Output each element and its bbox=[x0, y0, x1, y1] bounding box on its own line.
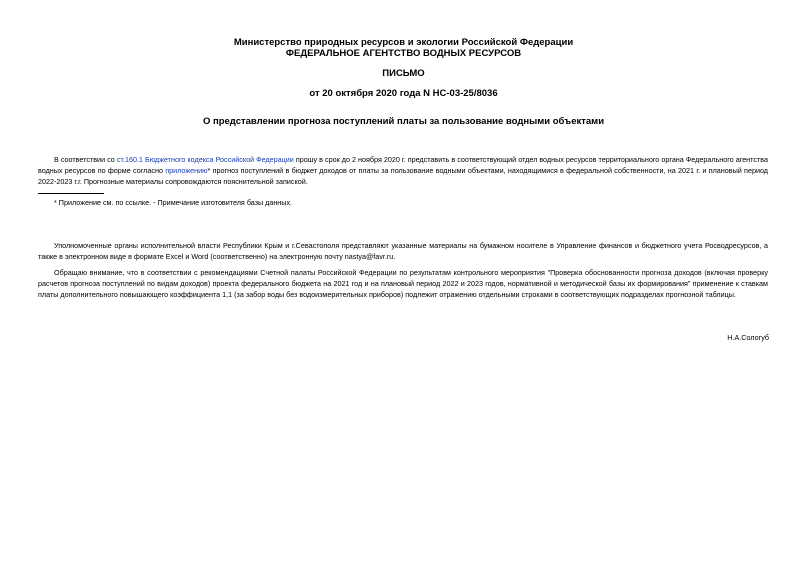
document-subject: О представлении прогноза поступлений платы за пользование водными объектами bbox=[202, 116, 605, 127]
document-date-number: от 20 октября 2020 года N НС-03-25/8036 bbox=[309, 88, 498, 99]
paragraph-1-text-c: * прогноз поступлений в бюджет доходов от платы за пользование водными объектами, находящимися в федеральной собственности, на 2021 г. и плановый период 2022-2023 г.г. Прогнозные материалы сопровождаются пояснительной запиской. bbox=[38, 166, 768, 186]
ministry-heading: Министерство природных ресурсов и экологии Российской Федерации bbox=[233, 37, 574, 48]
footnote: * Приложение см. по ссылке. - Примечание изготовителя базы данных. bbox=[54, 198, 293, 207]
signature: Н.А.Сологуб bbox=[727, 333, 769, 342]
appendix-link[interactable]: приложению bbox=[165, 166, 208, 175]
paragraph-1-text-b: прошу в срок до 2 ноября 2020 г. представить в соответствующий отдел водных ресурсов территориального органа Федерального агентства водных ресурсов по форме согласно bbox=[38, 155, 768, 175]
budget-code-link[interactable]: ст.160.1 Бюджетного кодекса Российской Федерации bbox=[116, 155, 294, 164]
paragraph-1 bbox=[38, 154, 768, 187]
paragraph-2: Уполномоченные органы исполнительной власти Республики Крым и г.Севастополя представляют указанные материалы на бумажном носителе в Управление финансов и бюджетного учета Росводресурсов, а также в электронном виде в формате Excel и Word (соответственно) на электронную почту nastya@favr.ru. bbox=[38, 241, 768, 261]
footnote-divider bbox=[38, 193, 104, 194]
paragraph-1-text-a: В соответствии со bbox=[54, 155, 117, 164]
agency-heading: ФЕДЕРАЛЬНОЕ АГЕНТСТВО ВОДНЫХ РЕСУРСОВ bbox=[285, 48, 522, 59]
paragraph-3: Обращаю внимание, что в соответствии с рекомендациями Счетной палаты Российской Федерации по результатам контрольного мероприятия "Проверка обоснованности прогноза доходов (включая проверку расчетов прогноза поступлений по видам доходов) проекта федерального бюджета на 2021 год и на плановый период 2022 и 2023 годов, нормативной и методической базы их формирования" применение к ставкам платы дополнительного повышающего коэффициента 1,1 (за забор воды без водоизмерительных приборов) подлежит отражению отдельными строками в соответствующих подразделах прогнозной таблицы. bbox=[38, 268, 768, 299]
document-type: ПИСЬМО bbox=[382, 68, 425, 79]
